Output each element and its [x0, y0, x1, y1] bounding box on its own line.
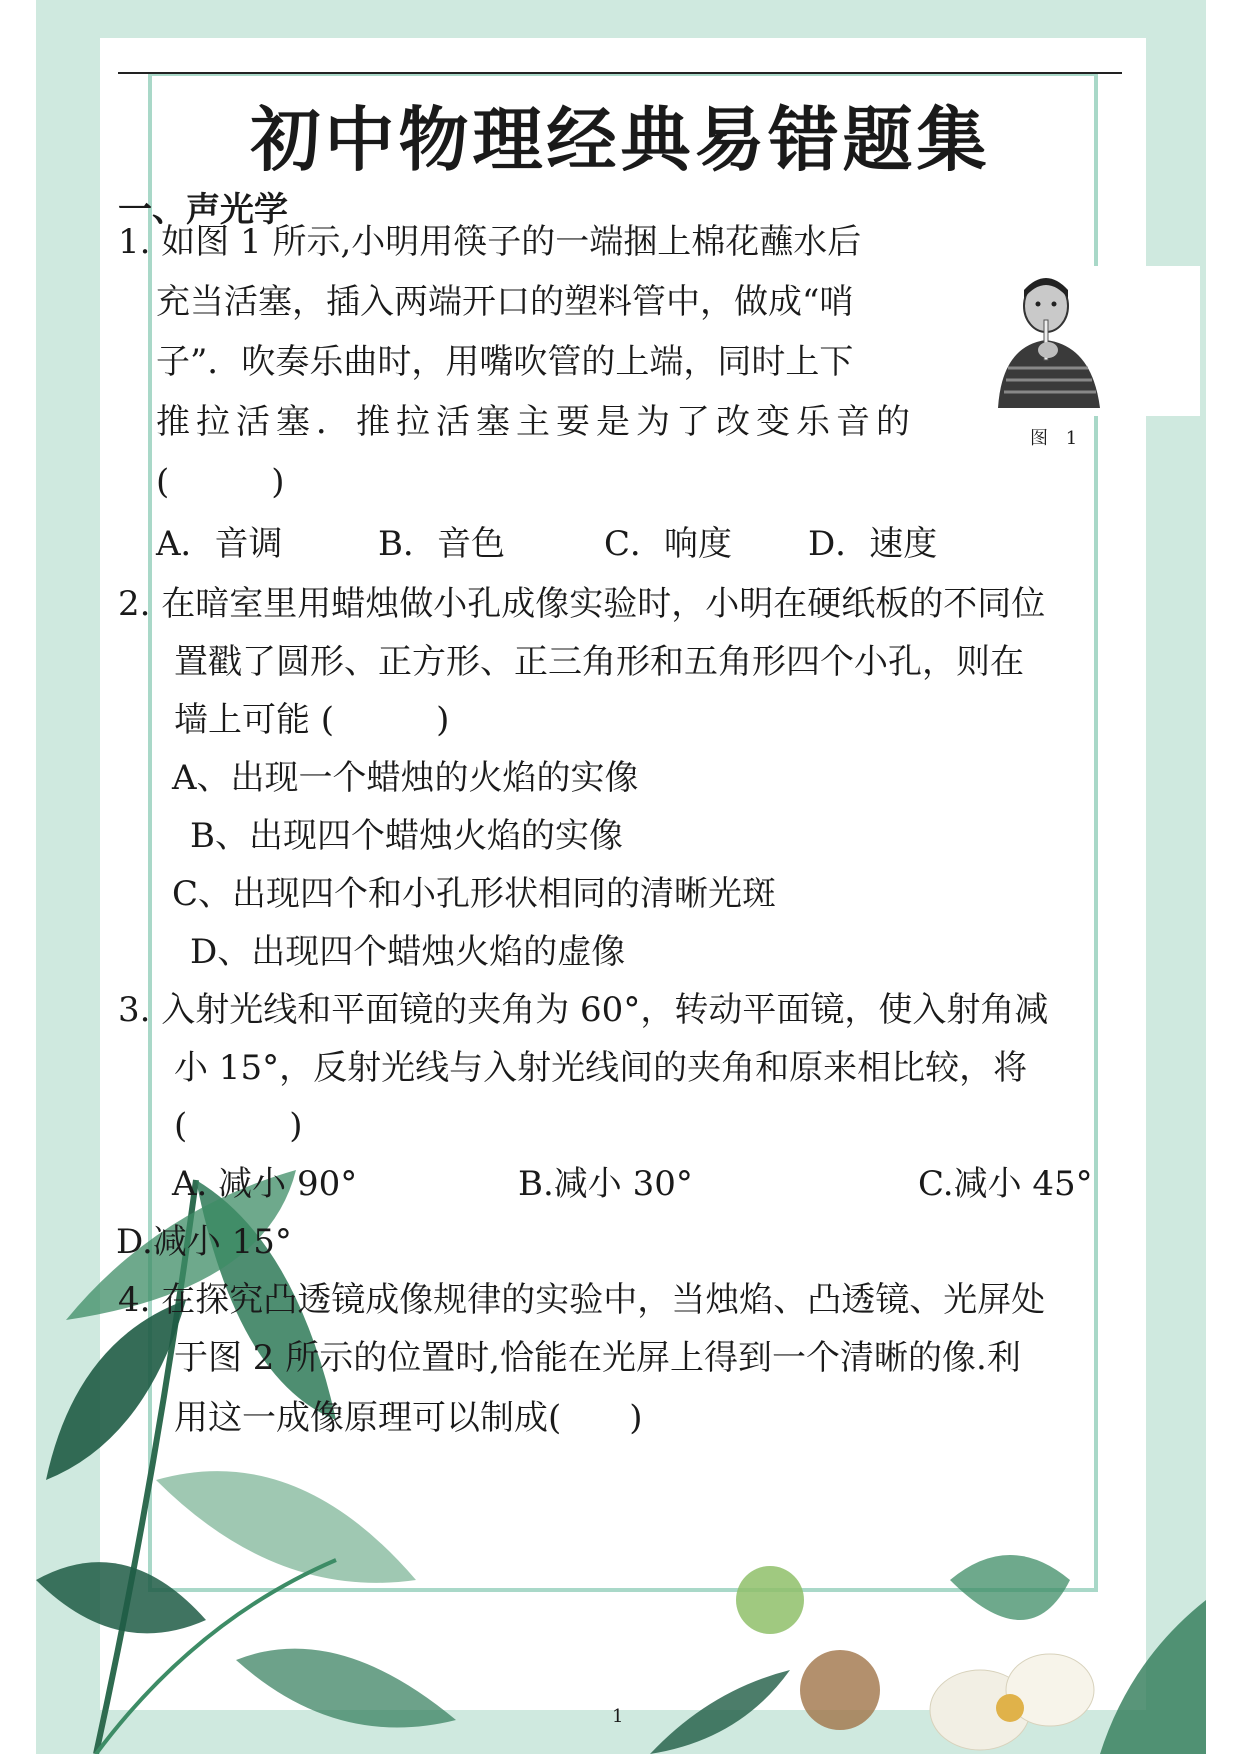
q3-line-3: ( ) [174, 1106, 303, 1146]
q2-option-b: B、出现四个蜡烛火焰的实像 [190, 816, 623, 856]
q4-line-1: 4. 在探究凸透镜成像规律的实验中，当烛焰、凸透镜、光屏处 [118, 1280, 1046, 1320]
q1-line-5: ( ) [156, 462, 285, 502]
q3-line-2: 小 15°，反射光线与入射光线间的夹角和原来相比较，将 [174, 1048, 1028, 1088]
q1-option-c: C．响度 [604, 524, 733, 564]
q3-option-a: A. 减小 90° [172, 1164, 358, 1204]
figure-1-caption: 图 1 [1030, 428, 1084, 449]
q1-line-2: 充当活塞，插入两端开口的塑料管中，做成“哨 [156, 282, 854, 322]
boy-photo [988, 268, 1118, 408]
q2-option-c: C、出现四个和小孔形状相同的清晰光斑 [172, 874, 777, 914]
q1-option-b: B．音色 [378, 524, 505, 564]
flower-decoration [650, 1540, 1206, 1754]
header-rule [118, 72, 1122, 74]
q2-line-2: 置戳了圆形、正方形、正三角形和五角形四个小孔，则在 [174, 642, 1024, 682]
q1-line-4: 推拉活塞．推拉活塞主要是为了改变乐音的 [156, 402, 916, 442]
q1-option-a: A．音调 [156, 524, 283, 564]
q1-line-1: 1. 如图 1 所示,小明用筷子的一端捆上棉花蘸水后 [118, 222, 862, 262]
q3-option-c: C.减小 45° [918, 1164, 1093, 1204]
q1-line-3: 子”．吹奏乐曲时，用嘴吹管的上端，同时上下 [156, 342, 854, 382]
q3-option-d: D.减小 15° [116, 1222, 292, 1262]
section-heading: 一、声光学 [118, 190, 288, 230]
document-title: 初中物理经典易错题集 [250, 98, 991, 181]
q2-line-1: 2. 在暗室里用蜡烛做小孔成像实验时，小明在硬纸板的不同位 [118, 584, 1046, 624]
q3-option-b: B.减小 30° [518, 1164, 693, 1204]
q4-line-2: 于图 2 所示的位置时,恰能在光屏上得到一个清晰的像.利 [174, 1338, 1021, 1378]
q2-option-d: D、出现四个蜡烛火焰的虚像 [190, 932, 626, 972]
page-number: 1 [612, 1706, 624, 1727]
q3-line-1: 3. 入射光线和平面镜的夹角为 60°，转动平面镜，使入射角减 [118, 990, 1049, 1030]
q1-option-d: D．速度 [808, 524, 938, 564]
q2-line-3: 墙上可能 ( ) [174, 700, 450, 740]
q4-line-3: 用这一成像原理可以制成( ) [174, 1398, 643, 1438]
q2-option-a: A、出现一个蜡烛的火焰的实像 [172, 758, 639, 798]
